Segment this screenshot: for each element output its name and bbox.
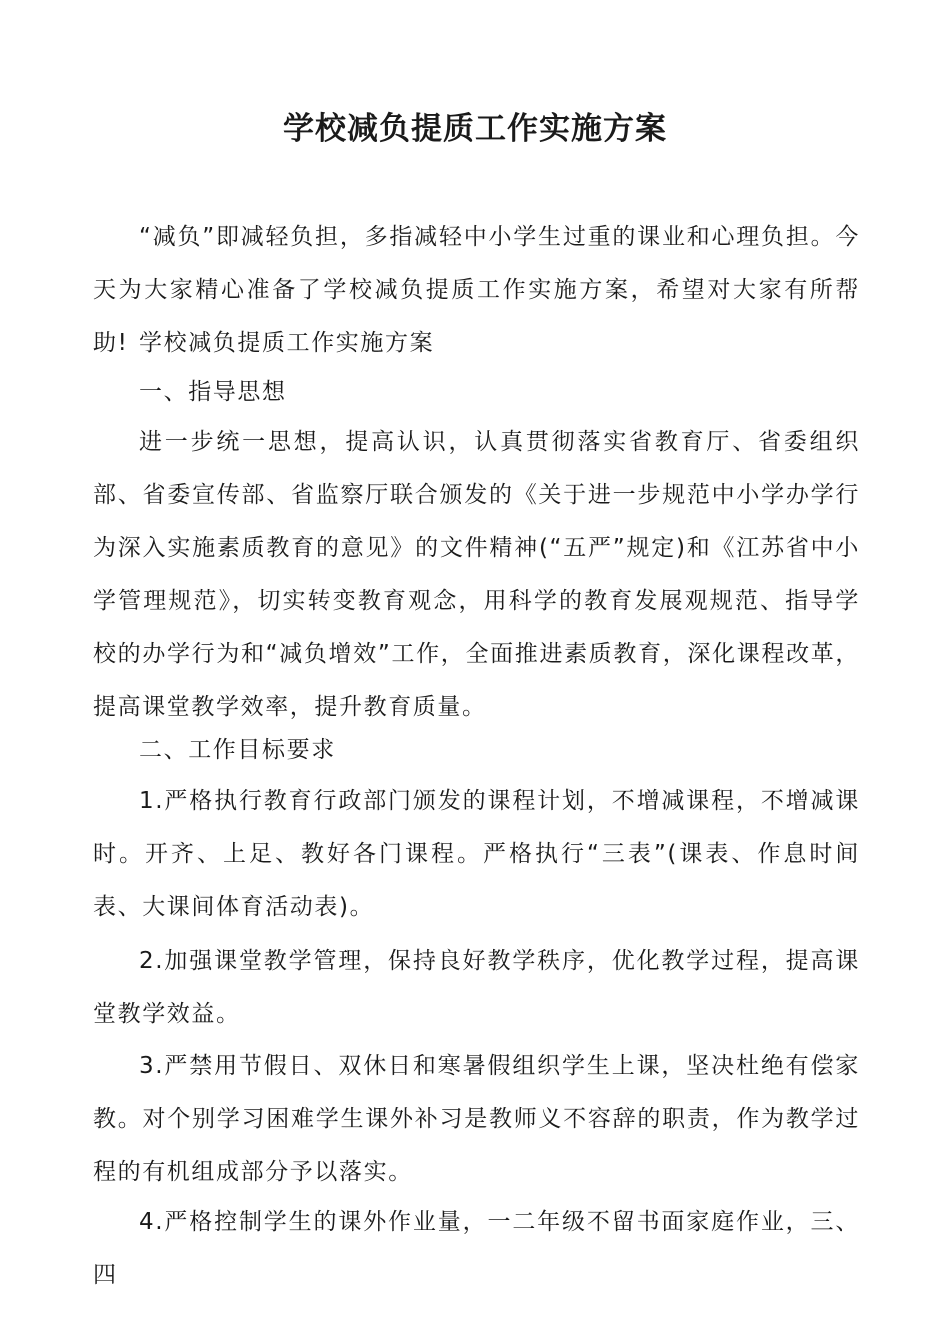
list-item-4: 4.严格控制学生的课外作业量，一二年级不留书面家庭作业，三、四 [93, 1209, 860, 1288]
list-item-2: 2.加强课堂教学管理，保持良好教学秩序，优化教学过程，提高课堂教学效益。 [93, 948, 860, 1027]
list-item-3: 3.严禁用节假日、双休日和寒暑假组织学生上课，坚决杜绝有偿家教。对个别学习困难学生课外补习是教师义不容辞的职责，作为教学过程的有机组成部分予以落实。 [93, 1053, 860, 1185]
list-item-1: 1.严格执行教育行政部门颁发的课程计划，不增减课程，不增减课时。开齐、上足、教好各门课程。严格执行“三表”(课表、作息时间表、大课间体育活动表)。 [93, 788, 860, 920]
intro-paragraph: “减负”即减轻负担，多指减轻中小学生过重的课业和心理负担。今天为大家精心准备了学校减负提质工作实施方案，希望对大家有所帮助! [93, 224, 860, 356]
section-heading-guiding-ideology: 一、指导思想 [139, 379, 287, 405]
section-heading-work-goals: 二、工作目标要求 [139, 737, 336, 763]
document-title: 学校减负提质工作实施方案 [283, 111, 667, 147]
section-body-guiding-ideology: 进一步统一思想，提高认识，认真贯彻落实省教育厅、省委组织部、省委宣传部、省监察厅联合颁发的《关于进一步规范中小学办学行为深入实施素质教育的意见》的文件精神(“五严”规定)和《江苏省中小学管理规范》，切实转变教育观念，用科学的教育发展观规范、指导学校的办学行为和“减负增效”工作，全面推进素质教育，深化课程改革，提高课堂教学效率，提升教育质量。 [93, 429, 860, 720]
document-subtitle: 学校减负提质工作实施方案 [139, 330, 435, 356]
